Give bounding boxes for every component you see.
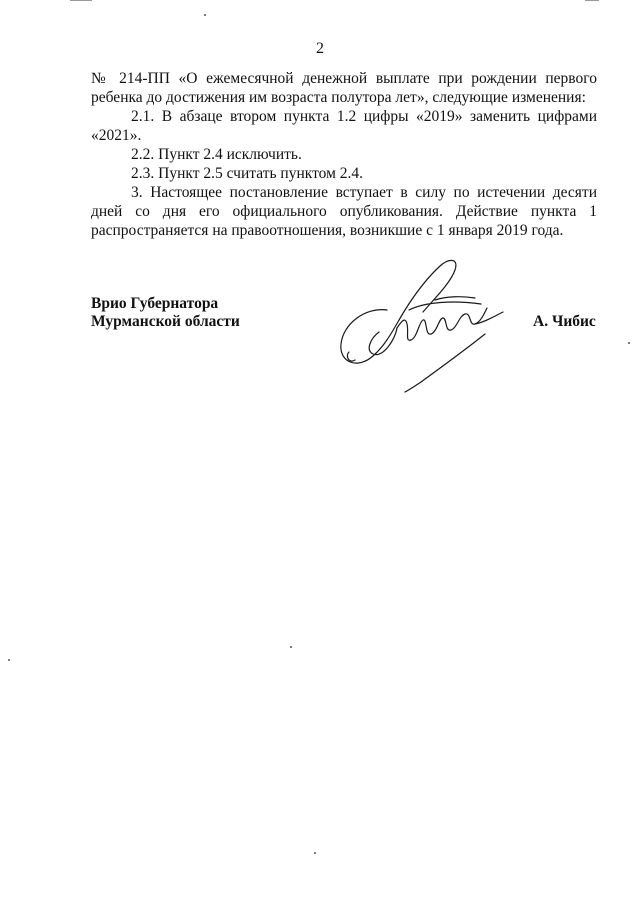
page-number: 2 xyxy=(316,40,324,57)
handwritten-signature xyxy=(335,252,515,397)
document-body xyxy=(91,69,597,240)
signer-title-line1: Врио Губернатора xyxy=(91,295,219,312)
scan-speck xyxy=(204,14,206,16)
paragraph-item-2-1: 2.1. В абзаце втором пункта 1.2 цифры «2019» заменить цифрами «2021». xyxy=(91,108,597,144)
paragraph-decree-reference: № 214-ПП «О ежемесячной денежной выплате при рождении первого ребенка до достижения им возраста полутора лет», следующие изменения: xyxy=(91,70,597,106)
paragraph-item-2-3: 2.3. Пункт 2.5 считать пунктом 2.4. xyxy=(131,165,364,182)
scan-edge-mark xyxy=(585,0,599,1)
scan-speck xyxy=(290,646,292,648)
scan-edge-mark xyxy=(70,0,92,1)
scan-speck xyxy=(8,659,10,661)
signer-title xyxy=(91,295,240,331)
signer-name: А. Чибис xyxy=(533,313,596,330)
scan-speck xyxy=(314,852,316,854)
signer-title-line2: Мурманской области xyxy=(91,313,240,330)
paragraph-item-3: 3. Настоящее постановление вступает в силу по истечении десяти дней со дня его официального опубликования. Действие пункта 1 распространяется на правоотношения, возникшие с 1 января 2019 года. xyxy=(91,184,597,239)
scan-speck xyxy=(628,342,630,344)
paragraph-item-2-2: 2.2. Пункт 2.4 исключить. xyxy=(131,146,302,163)
